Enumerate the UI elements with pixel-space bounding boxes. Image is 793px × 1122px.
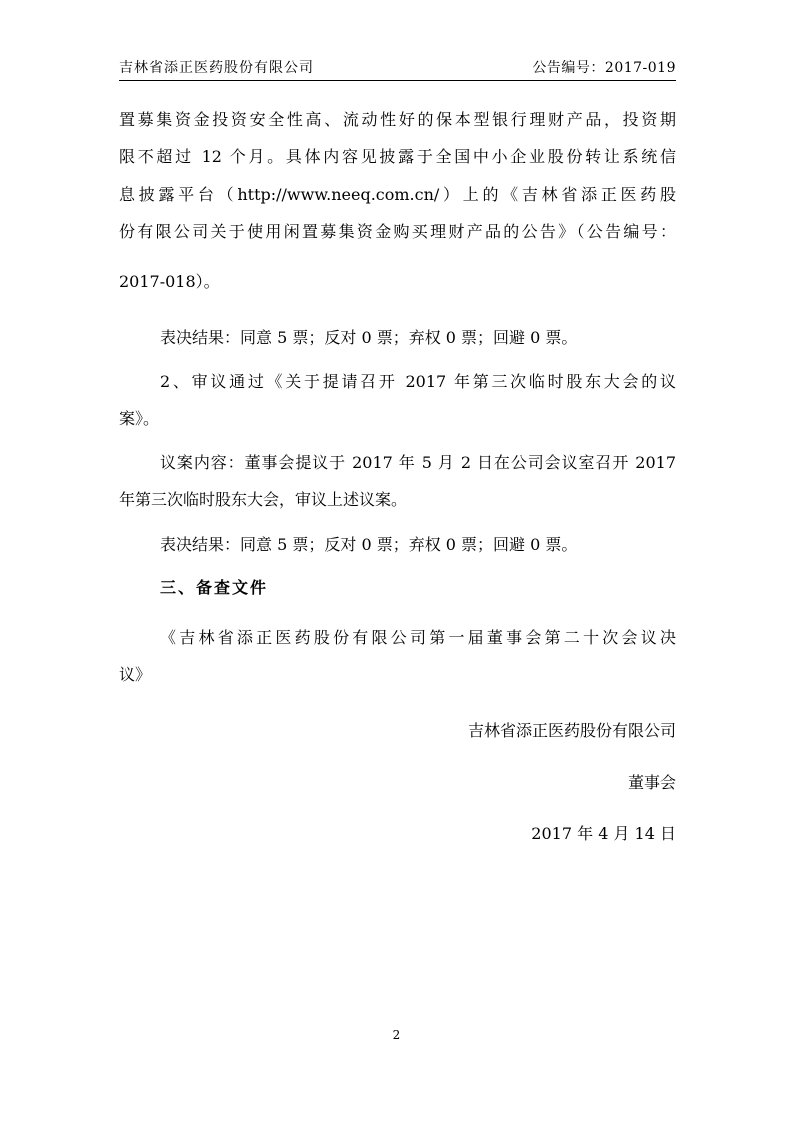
section-heading: 三、备查文件 <box>160 578 269 597</box>
page-number: 2 <box>392 1028 401 1042</box>
paragraph-line: 2017-018）。 <box>119 272 220 291</box>
resolution-content: 年第三次临时股东大会，审议上述议案。 <box>119 490 408 509</box>
header-notice-number: 公告编号：2017-019 <box>532 60 676 76</box>
resolution-item: 2、审议通过《关于提请召开 2017 年第三次临时股东大会的议 <box>160 372 676 391</box>
reference-document: 《吉林省添正医药股份有限公司第一届董事会第二十次会议决 <box>160 628 676 647</box>
paragraph-line: 份有限公司关于使用闲置募集资金购买理财产品的公告》（公告编号： <box>119 222 676 241</box>
paragraph-line: 限不超过 12 个月。具体内容见披露于全国中小企业股份转让系统信 <box>119 147 676 166</box>
reference-document: 议》 <box>119 665 152 684</box>
signature-date: 2017 年 4 月 14 日 <box>531 824 676 843</box>
signature-company: 吉林省添正医药股份有限公司 <box>467 721 676 740</box>
signature-board: 董事会 <box>627 773 676 792</box>
resolution-item: 案》。 <box>119 409 160 428</box>
vote-result: 表决结果：同意 5 票；反对 0 票；弃权 0 票；回避 0 票。 <box>160 328 578 347</box>
resolution-content: 议案内容：董事会提议于 2017 年 5 月 2 日在公司会议室召开 2017 <box>160 453 676 472</box>
paragraph-line: 息披露平台（http://www.neeq.com.cn/）上的《吉林省添正医药股 <box>119 185 676 204</box>
paragraph-line: 置募集资金投资安全性高、流动性好的保本型银行理财产品，投资期 <box>119 110 676 129</box>
header-company-name: 吉林省添正医药股份有限公司 <box>119 60 314 76</box>
vote-result: 表决结果：同意 5 票；反对 0 票；弃权 0 票；回避 0 票。 <box>160 535 578 554</box>
page-header <box>119 56 676 81</box>
